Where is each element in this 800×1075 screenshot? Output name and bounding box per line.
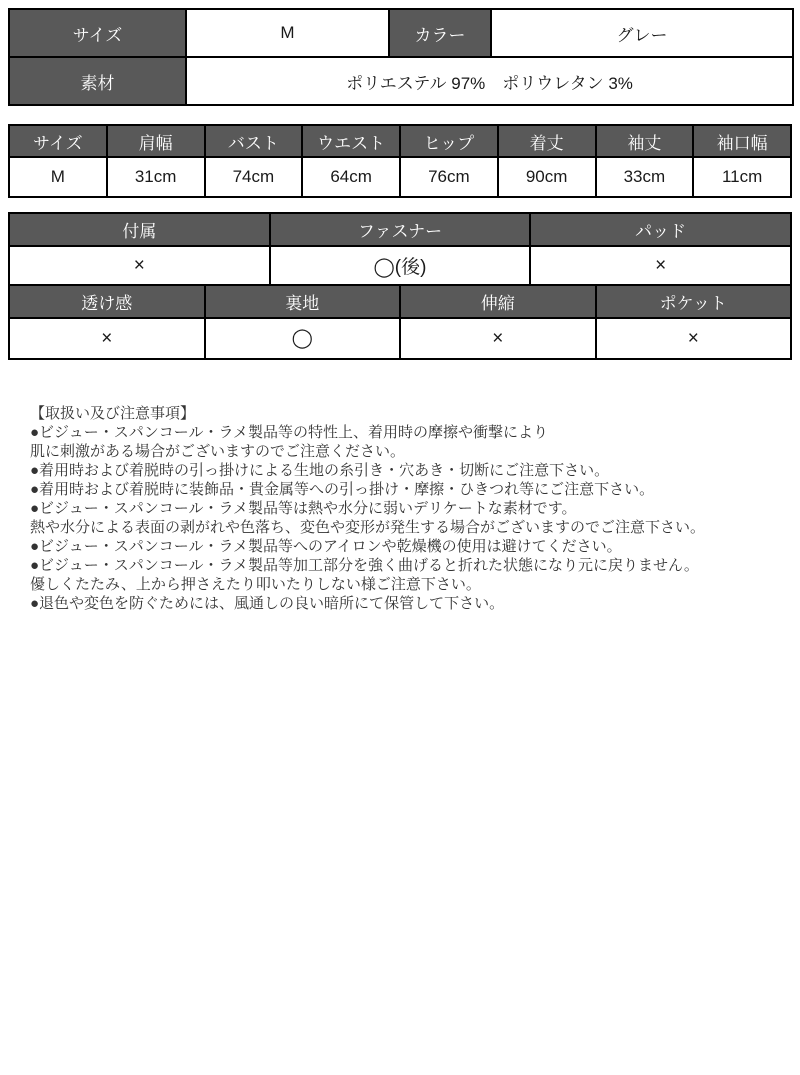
feature-value-cell: ◯ xyxy=(205,318,401,359)
features1-value-row xyxy=(9,246,791,285)
measurement-value-cell: 74cm xyxy=(205,157,303,197)
measurement-value-cell: 90cm xyxy=(498,157,596,197)
notes-line: ●ビジュー・スパンコール・ラメ製品等の特性上、着用時の摩擦や衝撃により xyxy=(30,424,549,441)
measurement-value-cell: 76cm xyxy=(400,157,498,197)
feature-header-cell: ファスナー xyxy=(270,213,531,246)
notes-line: 肌に刺激がある場合がございますのでご注意ください。 xyxy=(30,443,406,460)
measurement-header-cell: 肩幅 xyxy=(107,125,205,157)
feature-value-cell: × xyxy=(530,246,791,285)
notes-line: ●退色や変色を防ぐためには、風通しの良い暗所にて保管して下さい。 xyxy=(30,595,505,612)
size-value-cell: M xyxy=(186,9,389,57)
features-table-2 xyxy=(8,284,792,360)
notes-line: ●着用時および着脱時の引っ掛けによる生地の糸引き・穴あき・切断にご注意下さい。 xyxy=(30,462,610,479)
features2-value-row xyxy=(9,318,791,359)
material-value-cell: ポリエステル 97% ポリウレタン 3% xyxy=(186,57,793,105)
measurements-header-row xyxy=(9,125,791,157)
measurement-value-cell: 31cm xyxy=(107,157,205,197)
material-label-cell: 素材 xyxy=(9,57,186,105)
feature-value-cell: × xyxy=(400,318,596,359)
features1-header-row xyxy=(9,213,791,246)
measurement-header-cell: 袖丈 xyxy=(596,125,694,157)
measurement-header-cell: 袖口幅 xyxy=(693,125,791,157)
measurement-value-cell: 33cm xyxy=(596,157,694,197)
notes-section xyxy=(30,404,770,613)
measurement-header-cell: ヒップ xyxy=(400,125,498,157)
notes-line: 熱や水分による表面の剥がれや色落ち、変色や変形が発生する場合がございますのでご注意下さい。 xyxy=(30,519,706,536)
notes-line: 優しくたたみ、上から押さえたり叩いたりしない様ご注意下さい。 xyxy=(30,576,481,593)
measurement-value-cell: 11cm xyxy=(693,157,791,197)
measurements-table xyxy=(8,124,792,198)
measurement-header-cell: 着丈 xyxy=(498,125,596,157)
notes-line: ●ビジュー・スパンコール・ラメ製品等へのアイロンや乾燥機の使用は避けてください。 xyxy=(30,538,622,555)
color-value-cell: グレー xyxy=(491,9,793,57)
measurements-value-row xyxy=(9,157,791,197)
notes-title: 【取扱い及び注意事項】 xyxy=(30,405,196,422)
feature-header-cell: 透け感 xyxy=(9,285,205,318)
feature-value-cell: × xyxy=(9,318,205,359)
notes-line: ●着用時および着脱時に装飾品・貴金属等への引っ掛け・摩擦・ひきつれ等にご注意下さい。 xyxy=(30,481,655,498)
notes-line: ●ビジュー・スパンコール・ラメ製品等は熱や水分に弱いデリケートな素材です。 xyxy=(30,500,577,517)
notes-line: ●ビジュー・スパンコール・ラメ製品等加工部分を強く曲げると折れた状態になり元に戻りません。 xyxy=(30,557,699,574)
features-table-1 xyxy=(8,212,792,286)
feature-value-cell: × xyxy=(596,318,792,359)
spec-row-size-color xyxy=(9,9,793,57)
measurement-value-cell: 64cm xyxy=(302,157,400,197)
feature-value-cell: ◯(後) xyxy=(270,246,531,285)
spec-row-material xyxy=(9,57,793,105)
feature-header-cell: 付属 xyxy=(9,213,270,246)
feature-header-cell: パッド xyxy=(530,213,791,246)
spec-table xyxy=(8,8,794,106)
feature-header-cell: ポケット xyxy=(596,285,792,318)
color-label-cell: カラー xyxy=(389,9,491,57)
measurement-header-cell: バスト xyxy=(205,125,303,157)
measurement-header-cell: ウエスト xyxy=(302,125,400,157)
features2-header-row xyxy=(9,285,791,318)
measurement-header-cell: サイズ xyxy=(9,125,107,157)
feature-header-cell: 裏地 xyxy=(205,285,401,318)
feature-value-cell: × xyxy=(9,246,270,285)
size-label-cell: サイズ xyxy=(9,9,186,57)
feature-header-cell: 伸縮 xyxy=(400,285,596,318)
measurement-value-cell: M xyxy=(9,157,107,197)
